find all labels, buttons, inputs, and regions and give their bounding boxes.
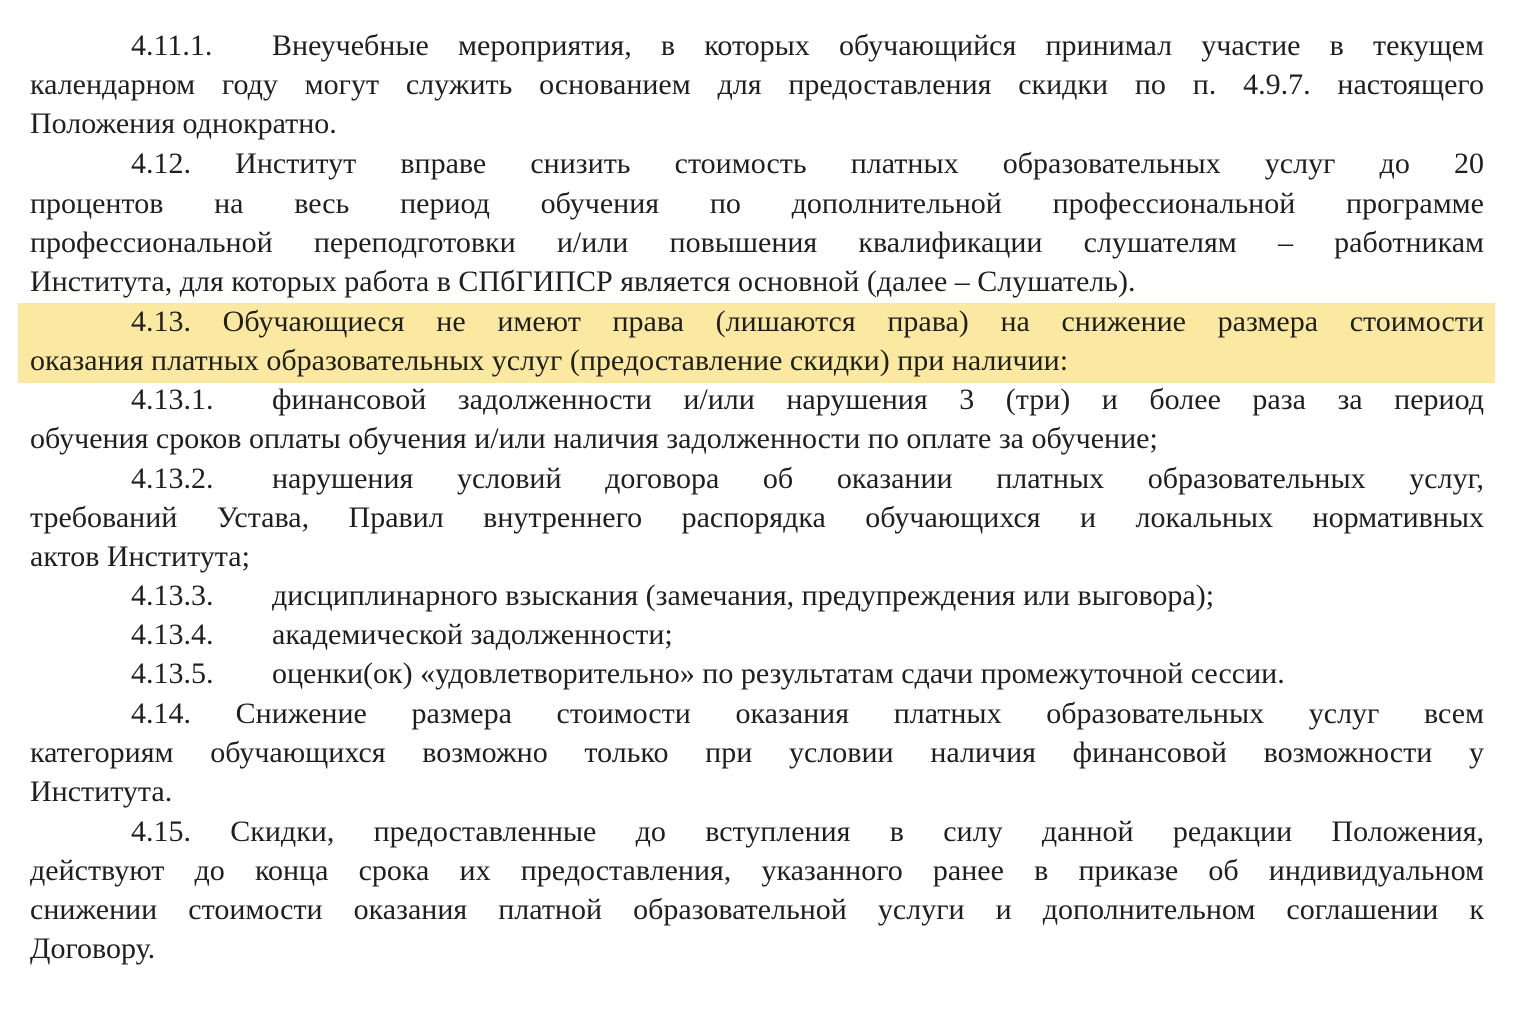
clause-4-14-line-2: категориям обучающихся возможно только при условии наличия финансовой возможности у	[30, 736, 1484, 769]
clause-4-13-line-2: оказания платных образовательных услуг (предоставление скидки) при наличии:	[30, 344, 1069, 377]
clause-4-12-line-3: профессиональной переподготовки и/или повышения квалификации слушателям – работникам	[30, 226, 1484, 259]
clause-number-4-13-5: 4.13.5.	[131, 657, 214, 690]
clause-4-11-1-line-1: Внеучебные мероприятия, в которых обучающийся принимал участие в текущем	[272, 29, 1484, 62]
clause-4-13-3-text: дисциплинарного взыскания (замечания, предупреждения или выговора);	[272, 579, 1215, 612]
clause-4-13-2-line-1: нарушения условий договора об оказании платных образовательных услуг,	[272, 462, 1484, 495]
clause-4-14-line-1: 4.14. Снижение размера стоимости оказания платных образовательных услуг всем	[131, 697, 1484, 730]
clause-4-13-1-line-2: обучения сроков оплаты обучения и/или наличия задолженности по оплате за обучение;	[30, 422, 1158, 455]
clause-4-12-line-4: Института, для которых работа в СПбГИПСР является основной (далее – Слушатель).	[30, 265, 1136, 298]
clause-4-13-2-line-2: требований Устава, Правил внутреннего распорядка обучающихся и локальных нормативных	[30, 501, 1484, 534]
clause-4-11-1-line-3: Положения однократно.	[30, 107, 337, 140]
clause-4-13-4-text: академической задолженности;	[272, 618, 673, 651]
clause-4-15-line-2: действуют до конца срока их предоставления, указанного ранее в приказе об индивидуальном	[30, 854, 1484, 887]
clause-4-12-line-1: 4.12. Институт вправе снизить стоимость платных образовательных услуг до 20	[131, 147, 1484, 180]
clause-number-4-11-1: 4.11.1.	[131, 29, 213, 62]
clause-4-15-line-4: Договору.	[30, 932, 156, 965]
clause-4-13-line-1: 4.13. Обучающиеся не имеют права (лишаются права) на снижение размера стоимости	[131, 305, 1484, 338]
clause-number-4-13-2: 4.13.2.	[131, 462, 214, 495]
clause-4-15-line-3: снижении стоимости оказания платной образовательной услуги и дополнительном соглашении к	[30, 893, 1484, 926]
clause-4-15-line-1: 4.15. Скидки, предоставленные до вступления в силу данной редакции Положения,	[131, 815, 1484, 848]
clause-4-13-5-text: оценки(ок) «удовлетворительно» по результатам сдачи промежуточной сессии.	[272, 657, 1285, 690]
clause-4-13-2-line-3: актов Института;	[30, 540, 250, 573]
clause-number-4-13-1: 4.13.1.	[131, 383, 214, 416]
clause-4-13-1-line-1: финансовой задолженности и/или нарушения 3 (три) и более раза за период	[272, 383, 1484, 416]
clause-number-4-13-3: 4.13.3.	[131, 579, 214, 612]
clause-4-11-1-line-2: календарном году могут служить основанием для предоставления скидки по п. 4.9.7. настоящего	[30, 68, 1484, 101]
clause-4-14-line-3: Института.	[30, 775, 173, 808]
clause-4-12-line-2: процентов на весь период обучения по дополнительной профессиональной программе	[30, 187, 1484, 220]
clause-number-4-13-4: 4.13.4.	[131, 618, 214, 651]
